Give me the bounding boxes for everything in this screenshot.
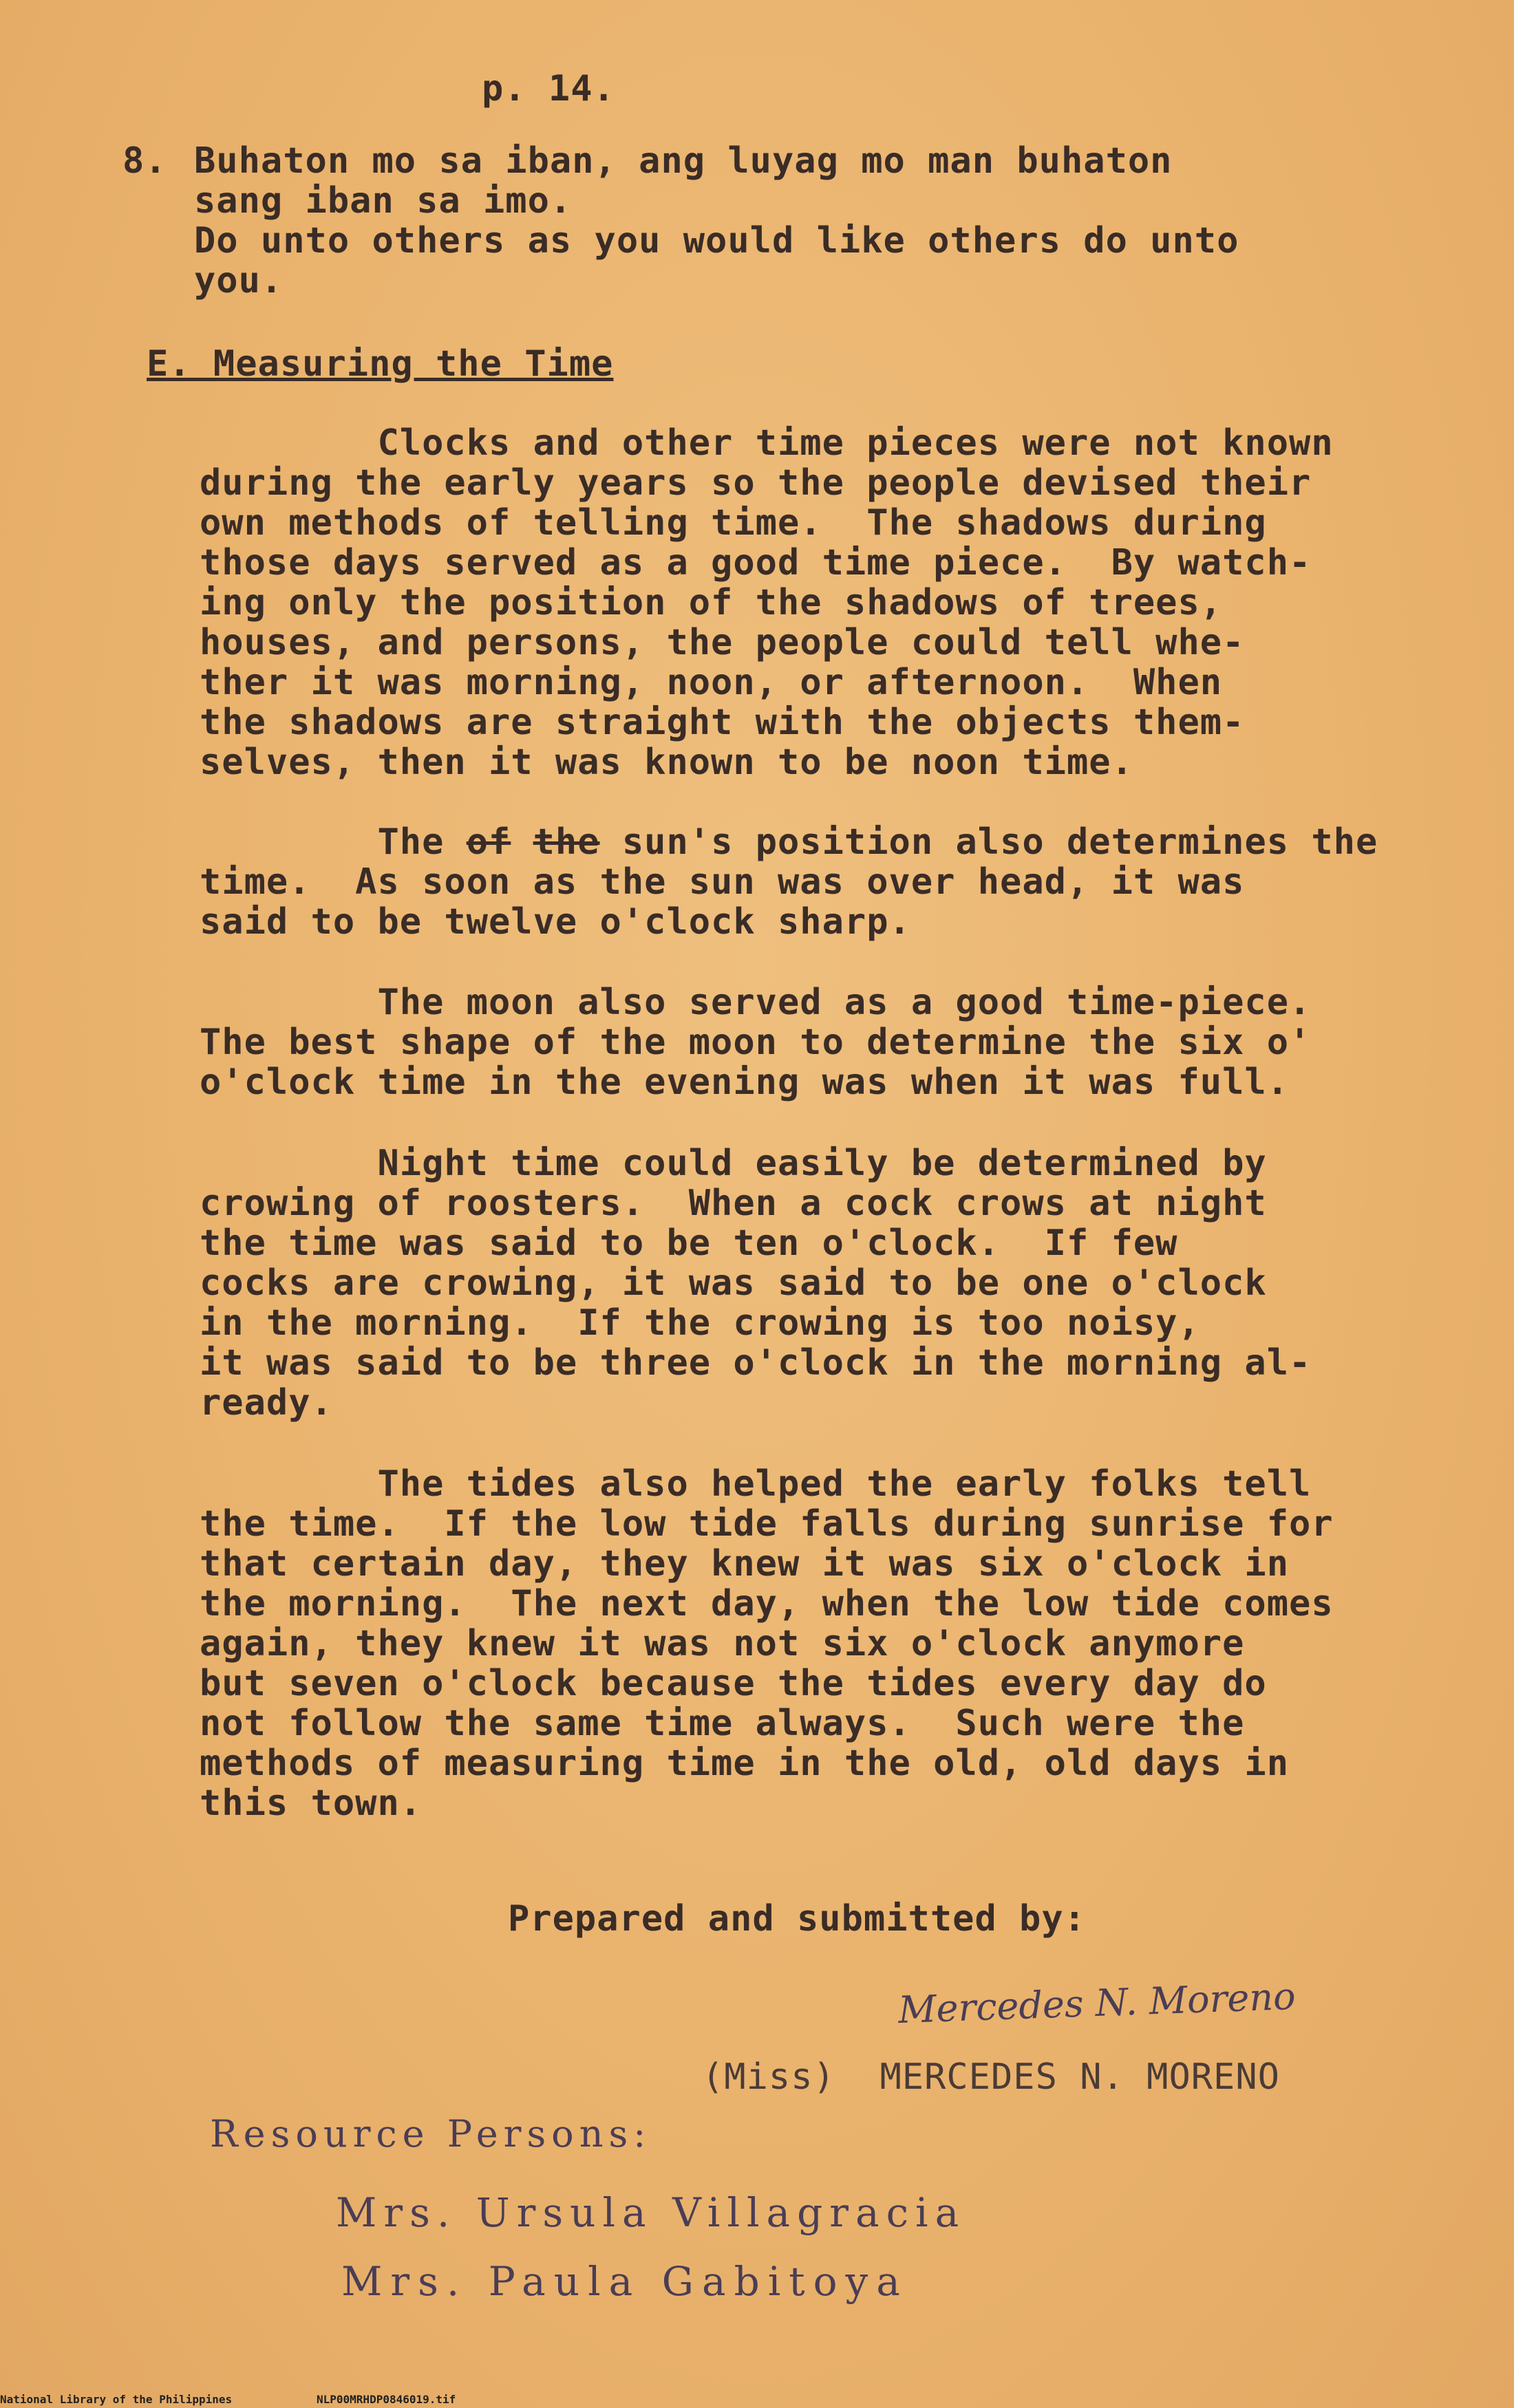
p1-line: the shadows are straight with the objects them- — [200, 702, 1245, 743]
item-8-number: 8. — [122, 140, 167, 182]
footer-file: NLP00MRHDP0846019.tif — [317, 2393, 456, 2406]
p5-line: The tides also helped the early folks tell — [200, 1463, 1312, 1505]
p5-line: not follow the same time always. Such were the — [200, 1703, 1245, 1744]
p5-line: again, they knew it was not six o'clock anymore — [200, 1623, 1245, 1664]
footer-archive: National Library of the Philippines — [0, 2393, 233, 2406]
p5-line: that certain day, they knew it was six o'clock in — [200, 1543, 1290, 1584]
p1-line: selves, then it was known to be noon time. — [200, 742, 1133, 783]
p4-line: the time was said to be ten o'clock. If few — [200, 1223, 1178, 1264]
p2-text-b: sun's position also determines the — [599, 821, 1378, 863]
p1-line: those days served as a good time piece. By watch- — [200, 542, 1312, 583]
p2-struck-word-of: of — [466, 821, 511, 863]
p3-line: The best shape of the moon to determine the six o' — [200, 1022, 1312, 1063]
p2-first-line — [200, 822, 1378, 862]
resource-person-1: Mrs. Ursula Villagracia — [336, 2189, 966, 2236]
section-e-heading: E. Measuring the Time — [147, 343, 614, 385]
p3-line: o'clock time in the evening was when it was full. — [200, 1062, 1290, 1103]
p1-line: ther it was morning, noon, or afternoon. When — [200, 662, 1223, 703]
p2-text-a: The — [200, 821, 467, 863]
p1-line: houses, and persons, the people could tell whe- — [200, 622, 1245, 663]
item-8-line-3: Do unto others as you would like others do unto — [194, 220, 1239, 261]
p2-line: said to be twelve o'clock sharp. — [200, 901, 911, 943]
p5-line: but seven o'clock because the tides every day do — [200, 1663, 1267, 1704]
p5-line: the time. If the low tide falls during sunrise for — [200, 1503, 1334, 1545]
p5-line: the morning. The next day, when the low tide comes — [200, 1583, 1334, 1624]
p5-line: methods of measuring time in the old, old days in — [200, 1743, 1290, 1784]
p4-line: Night time could easily be determined by — [200, 1143, 1267, 1184]
p1-line: ing only the position of the shadows of trees, — [200, 582, 1223, 623]
p2-struck-word-the: the — [533, 821, 600, 863]
p1-line: Clocks and other time pieces were not known — [200, 422, 1334, 464]
p4-line: it was said to be three o'clock in the morning al- — [200, 1342, 1312, 1384]
signature: Mercedes N. Moreno — [897, 1974, 1297, 2032]
p5-line: this town. — [200, 1783, 423, 1824]
p4-line: in the morning. If the crowing is too noisy, — [200, 1302, 1200, 1344]
item-8-line-1: Buhaton mo sa iban, ang luyag mo man buhaton — [194, 140, 1173, 182]
resource-persons-label: Resource Persons: — [210, 2112, 652, 2156]
p4-line: ready. — [200, 1382, 333, 1423]
p4-line: crowing of roosters. When a cock crows at night — [200, 1183, 1267, 1224]
p3-line: The moon also served as a good time-piece. — [200, 982, 1312, 1023]
p2-line: time. As soon as the sun was over head, it was — [200, 861, 1245, 903]
prepared-by-label: Prepared and submitted by: — [508, 1898, 1086, 1939]
p2-space — [511, 821, 533, 863]
p1-line: during the early years so the people devised their — [200, 462, 1312, 504]
p1-line: own methods of telling time. The shadows during — [200, 502, 1267, 544]
item-8-line-2: sang iban sa imo. — [194, 180, 573, 222]
item-8-line-4: you. — [194, 260, 284, 301]
p4-line: cocks are crowing, it was said to be one o'clock — [200, 1262, 1267, 1304]
signer-name: (Miss) MERCEDES N. MORENO — [702, 2056, 1280, 2098]
page-number: p. 14. — [482, 68, 615, 109]
resource-person-2: Mrs. Paula Gabitoya — [341, 2258, 908, 2305]
